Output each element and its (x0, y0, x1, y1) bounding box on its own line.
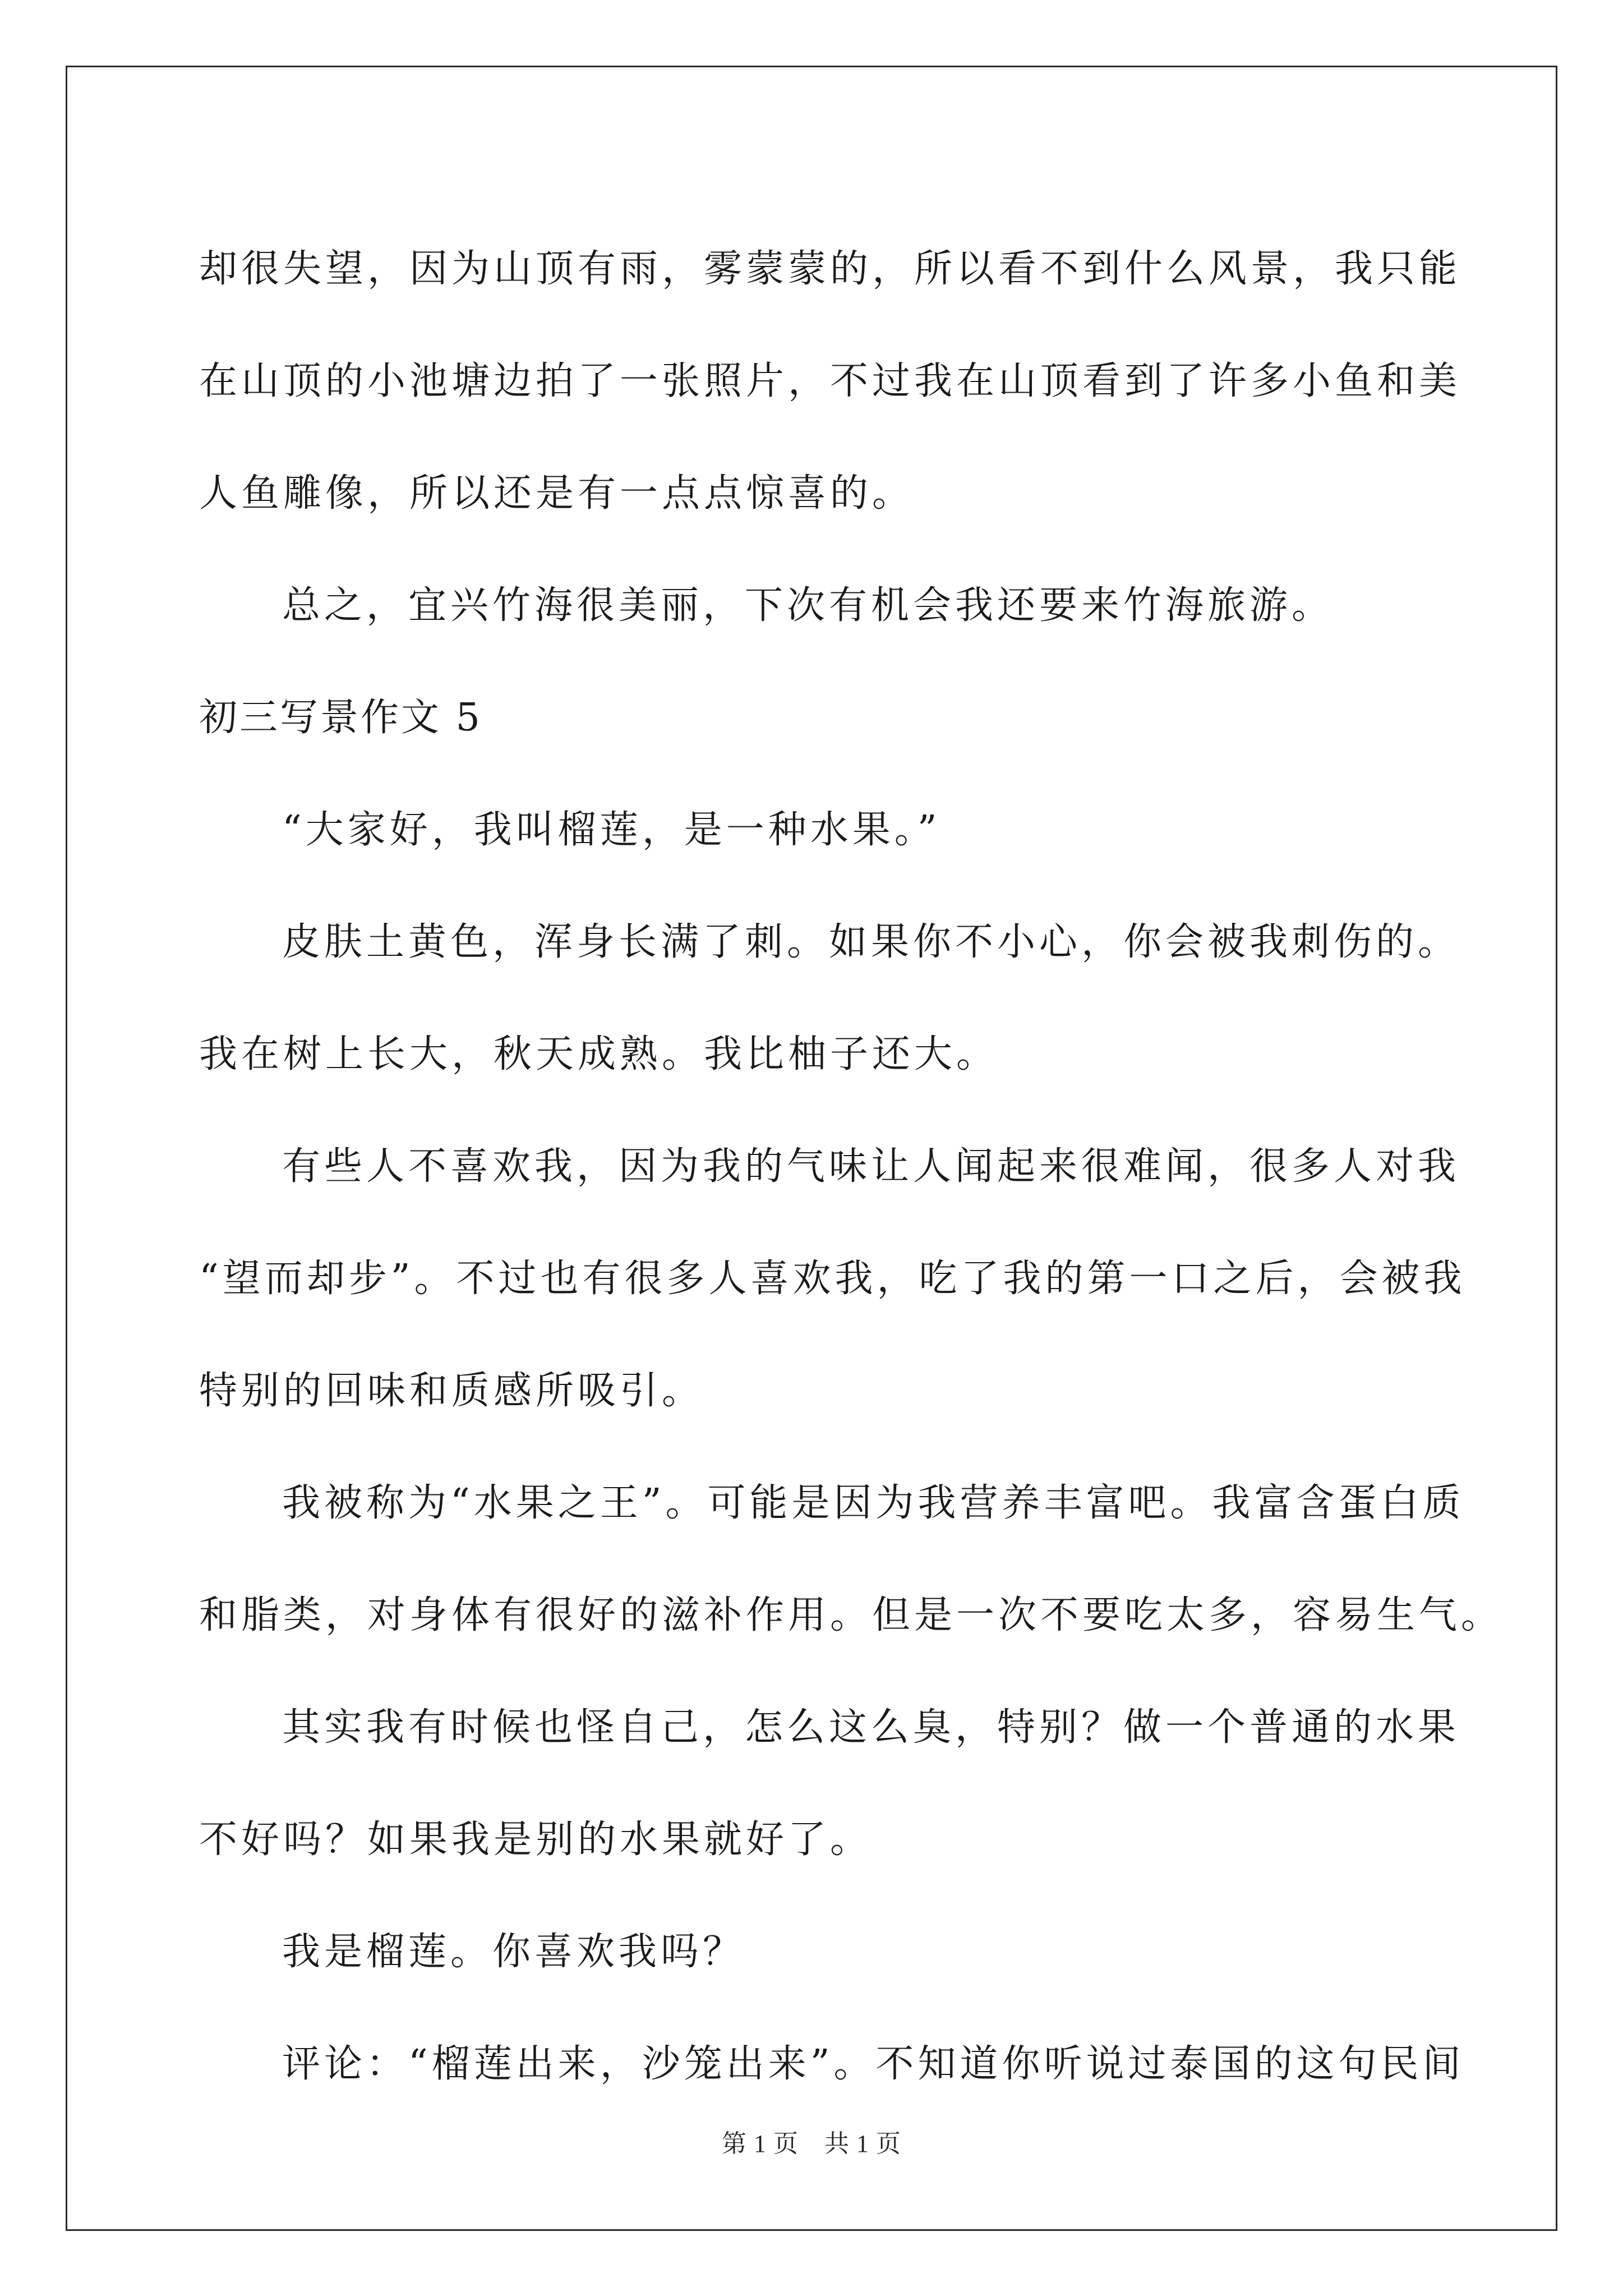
text-line: 我在树上长大，秋天成熟。我比柚子还大。 (199, 1032, 999, 1076)
text-line: 我是榴莲。你喜欢我吗？ (282, 1930, 745, 1974)
text-line: “望而却步”。不过也有很多人喜欢我，吃了我的第一口之后，会被我 (199, 1257, 1466, 1301)
text-line: 其实我有时候也怪自己，怎么这么臭，特别？做一个普通的水果 (282, 1705, 1460, 1750)
page-number: 第 1 页 (722, 2130, 799, 2157)
document-body (199, 213, 1504, 2120)
page-total: 共 1 页 (824, 2130, 901, 2157)
text-line: 皮肤土黄色，浑身长满了刺。如果你不小心，你会被我刺伤的。 (282, 920, 1460, 964)
text-line: “大家好，我叫榴莲，是一种水果。” (282, 808, 941, 852)
text-line: 在山顶的小池塘边拍了一张照片，不过我在山顶看到了许多小鱼和美 (199, 359, 1461, 403)
text-line: 我被称为“水果之王”。可能是因为我营养丰富吧。我富含蛋白质 (282, 1481, 1465, 1525)
text-line: 总之，宜兴竹海很美丽，下次有机会我还要来竹海旅游。 (282, 583, 1334, 628)
text-line: 不好吗？如果我是别的水果就好了。 (199, 1818, 873, 1862)
text-line: 特别的回味和质感所吸引。 (199, 1369, 704, 1413)
text-line: 人鱼雕像，所以还是有一点点惊喜的。 (199, 471, 915, 516)
text-line: 却很失望，因为山顶有雨，雾蒙蒙的，所以看不到什么风景，我只能 (199, 247, 1461, 291)
text-line: 有些人不喜欢我，因为我的气味让人闻起来很难闻，很多人对我 (282, 1144, 1460, 1189)
text-line: 评论：“榴莲出来，沙笼出来”。不知道你听说过泰国的这句民间 (282, 2042, 1465, 2086)
page-footer (0, 2123, 1623, 2159)
section-heading: 初三写景作文 5 (199, 696, 482, 740)
text-line: 和脂类，对身体有很好的滋补作用。但是一次不要吃太多，容易生气。 (199, 1593, 1504, 1637)
